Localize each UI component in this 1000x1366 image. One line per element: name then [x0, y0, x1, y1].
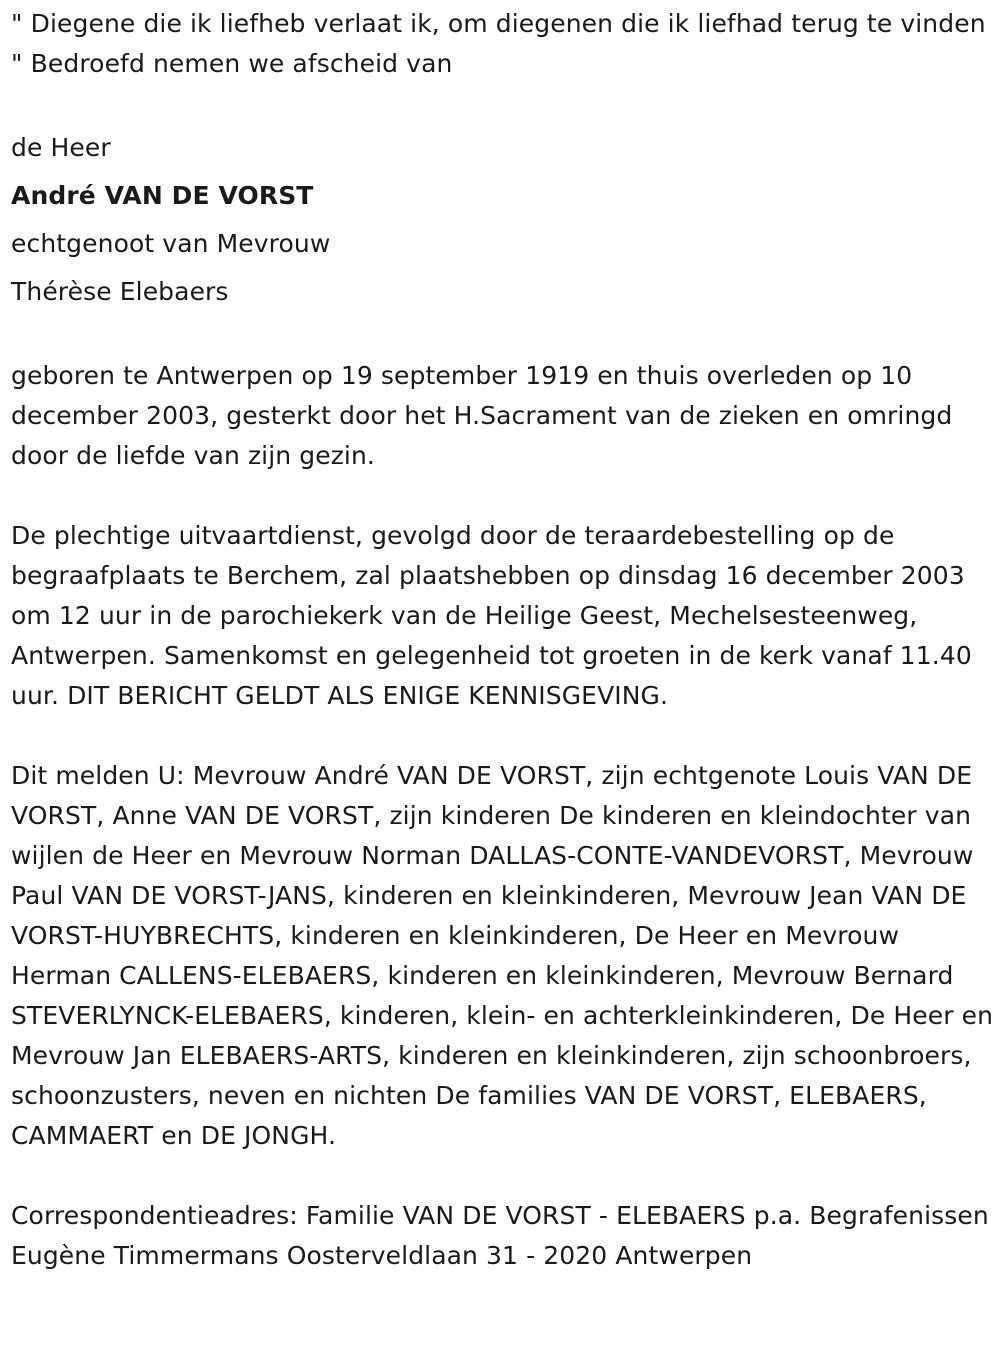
obituary-notice — [11, 4, 995, 1276]
family-paragraph: Dit melden U: Mevrouw André VAN DE VORST, zijn echtgenote Louis VAN DE VORST, Anne VAN DE VORST, zijn kinderen De kinderen en kleindochter van wijlen de Heer en Mevrouw Norman DALLAS-CONTE-VANDEVORST, Mevrouw Paul VAN DE VORST-JANS, kinderen en kleinkinderen, Mevrouw Jean VAN DE VORST-HUYBRECHTS, kinderen en kleinkinderen, De Heer en Mevrouw Herman CALLENS-ELEBAERS, kinderen en kleinkinderen, Mevrouw Bernard STEVERLYNCK-ELEBAERS, kinderen, klein- en achterkleinkinderen, De Heer en Mevrouw Jan ELEBAERS-ARTS, kinderen en kleinkinderen, zijn schoonbroers, schoonzusters, neven en nichten De families VAN DE VORST, ELEBAERS, CAMMAERT en DE JONGH. — [11, 761, 994, 1150]
spouse-label: echtgenoot van Mevrouw — [11, 229, 331, 258]
ceremony-paragraph: De plechtige uitvaartdienst, gevolgd door de teraardebestelling op de begraafplaats te Berchem, zal plaatshebben op dinsdag 16 december 2003 om 12 uur in de parochiekerk van de Heilige Geest, Mechelsesteenweg, Antwerpen. Samenkomst en gelegenheid tot groeten in de kerk vanaf 11.40 uur. DIT BERICHT GELDT ALS ENIGE KENNISGEVING. — [11, 521, 972, 710]
deceased-name: André VAN DE VORST — [11, 181, 314, 210]
spacer — [11, 84, 995, 124]
opening-quote: " Diegene die ik liefheb verlaat ik, om diegenen die ik liefhad terug te vinden " Bedroefd nemen we afscheid van — [11, 9, 986, 78]
correspondence-address: Correspondentieadres: Familie VAN DE VORST - ELEBAERS p.a. Begrafenissen Eugène Timmermans Oosterveldlaan 31 - 2020 Antwerpen — [11, 1201, 989, 1270]
spouse-name: Thérèse Elebaers — [11, 277, 229, 306]
title-prefix: de Heer — [11, 133, 111, 162]
spacer — [11, 476, 995, 516]
birth-death-paragraph: geboren te Antwerpen op 19 september 1919 en thuis overleden op 10 december 2003, gesterkt door het H.Sacrament van de zieken en omringd door de liefde van zijn gezin. — [11, 361, 953, 470]
spacer — [11, 1156, 995, 1196]
spacer — [11, 316, 995, 356]
spacer — [11, 716, 995, 756]
